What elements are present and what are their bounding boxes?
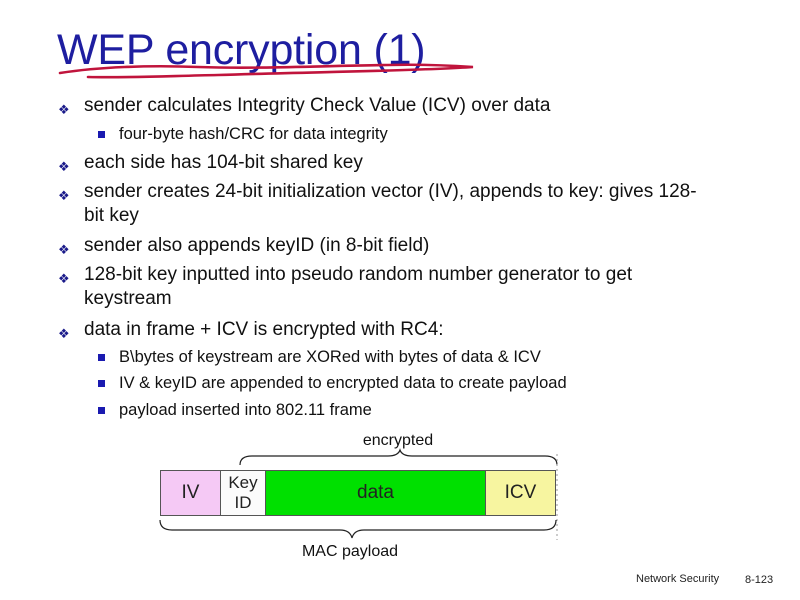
bullet-text: 128-bit key inputted into pseudo random number generator to get keystream [84, 264, 633, 309]
encrypted-label: encrypted [362, 432, 434, 449]
diamond-bullet-icon: ❖ [58, 188, 70, 203]
footer-slide-number: 8-123 [745, 574, 774, 586]
diamond-bullet-icon: ❖ [58, 242, 70, 257]
keyid-field: Key ID [220, 470, 265, 516]
encrypted-brace [240, 450, 557, 465]
sub-bullet-text: four-byte hash/CRC for data integrity [119, 125, 388, 143]
sub-bullet-text: B\bytes of keystream are XORed with bytes of data & ICV [119, 348, 541, 366]
footer-course-name: Network Security [636, 573, 720, 585]
data-field: data [265, 470, 485, 516]
mac-payload-brace [160, 520, 556, 538]
bullet-text: sender also appends keyID (in 8-bit field) [84, 235, 430, 256]
mac-payload-label: MAC payload [301, 543, 399, 560]
sub-bullet-text: IV & keyID are appended to encrypted data to create payload [119, 374, 567, 392]
diamond-bullet-icon: ❖ [58, 271, 70, 286]
bullet-text: sender calculates Integrity Check Value (ICV) over data [84, 95, 551, 116]
diamond-bullet-icon: ❖ [58, 159, 70, 174]
bullet-text: data in frame + ICV is encrypted with RC4: [84, 319, 444, 340]
bullet-text: each side has 104-bit shared key [84, 152, 363, 173]
diamond-bullet-icon: ❖ [58, 326, 70, 341]
icv-field: ICV [485, 470, 555, 516]
slide-title: WEP encryption (1) [57, 26, 426, 74]
diamond-bullet-icon: ❖ [58, 102, 70, 117]
bullet-text: sender creates 24-bit initialization vector (IV), appends to key: gives 128-bit key [84, 181, 697, 226]
iv-field: IV [160, 470, 220, 516]
sub-bullet-text: payload inserted into 802.11 frame [119, 401, 372, 419]
